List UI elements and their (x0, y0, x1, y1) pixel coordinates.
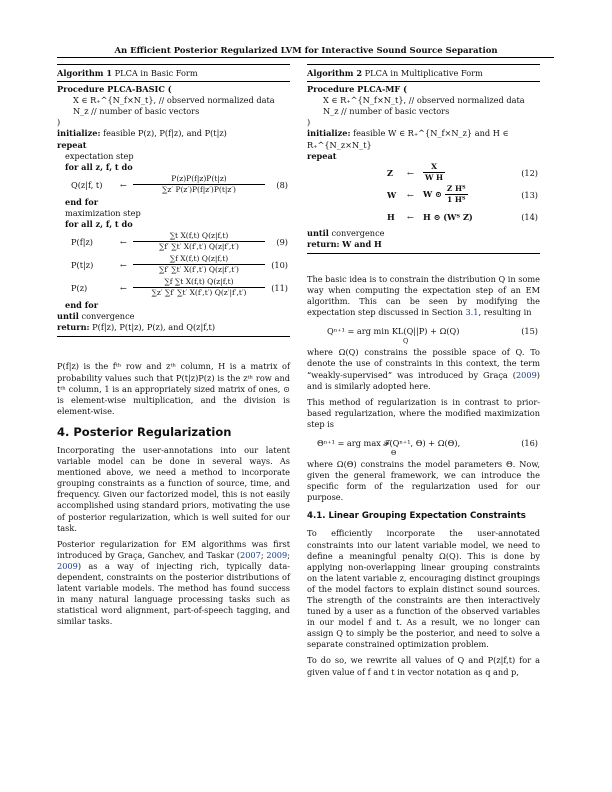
paragraph-incorporating: Incorporating the user-annotations into our latent variable model can be done in several ways. As mentioned above, we need a method to incorporate grouping constraints as a function of source, time, and frequency. Given our factorized model, this is not easily accomplished using standard priors, motivating the use of posterior regularization, which is well suited for our task. (57, 444, 290, 533)
algorithm-1-caption: Algorithm 1 PLCA in Basic Form (57, 67, 290, 82)
section-title: 4. Posterior Regularization (57, 424, 232, 439)
algorithm-1 (57, 64, 290, 337)
algo1-input-x: X ∈ R₊^{N_f×N_t}, // observed normalized data (73, 95, 275, 106)
algo1-endfor-2: end for (65, 300, 99, 311)
algo1-procedure: Procedure PLCA-BASIC ( (57, 84, 172, 95)
algo2-procedure: Procedure PLCA-MF ( (307, 84, 407, 95)
right-column (307, 64, 540, 683)
equation-15: Qⁿ⁺¹ = arg min KL(Q||P) + Ω(Q) Q (15) (327, 326, 538, 346)
subsection-title: 4.1. Linear Grouping Expectation Constraints (307, 511, 526, 522)
algo1-input-nz: N_z // number of basic vectors (73, 106, 200, 117)
algo1-mstep: maximization step (65, 207, 141, 218)
algo1-forall-2: for all z, f, t do (65, 219, 133, 230)
equation-16: Θⁿ⁺¹ = arg max 𝓕(Qⁿ⁺¹, Θ) + Ω(Θ), Θ (16) (317, 437, 538, 457)
paragraph-contrast: This method of regularization is in contrast to prior-based regularization, where the modified maximization step is (307, 396, 540, 429)
left-column (57, 64, 290, 632)
citation-link[interactable]: 2007 (240, 549, 261, 560)
paragraph-omega-theta: where Ω(Θ) constrains the model parameters Θ. Now, given the general framework, we can introduce the specific form of the regularization used for our purpose. (307, 458, 540, 503)
header-rule (57, 57, 554, 58)
algo1-return: return: P(f|z), P(t|z), P(z), and Q(z|f,t) (57, 322, 216, 333)
running-head: An Efficient Posterior Regularized LVM for Interactive Sound Source Separation (114, 46, 498, 56)
paragraph-rewrite: To do so, we rewrite all values of Q and P(z|f,t) for a given value of f and t in vector notation as q and p, (307, 655, 540, 677)
algo2-repeat: repeat (307, 150, 337, 161)
algo2-return: return: W and H (307, 238, 382, 249)
algo1-close: ) (57, 117, 61, 128)
algo1-estep: expectation step (65, 150, 134, 161)
algo2-init: initialize: feasible W ∈ R₊^{N_f×N_z} and H ∈ R₊^{N_z×N_t} (307, 128, 509, 150)
paragraph-efficiently: To efficiently incorporate the user-annotated constraints into our latent variable model, we need to define a meaningful penalty Ω(Q). This is done by applying non-overlapping linear grouping constraints on the latent variable z, encouraging distinct groupings of the model factors to explain distinct sound sources. The strength of the constraints are then interactively tuned by a user as a function of the observed variables in our model f and t. As a result, we no longer can assign Q to simply be the posterior, and need to solve a separate constrained optimization problem. (307, 528, 540, 650)
citation-link[interactable]: 2009 (57, 560, 78, 571)
paragraph-matrix-definition: P(f|z) is the fᵗʰ row and zᵗʰ column, H is a matrix of probability values such that P(t|z)P(z) is the zᵗʰ row and tᵗʰ column, 1 is an appropriately sized matrix of ones, ⊙ is element-wise multiplication, and the division is element-wise. (57, 361, 290, 416)
algo2-input-x: X ∈ R₊^{N_f×N_t}, // observed normalized data (323, 95, 525, 106)
algorithm-2-caption: Algorithm 2 PLCA in Multiplicative Form (307, 67, 540, 82)
algo1-endfor-1: end for (65, 196, 99, 207)
algo1-forall-1: for all z, f, t do (65, 161, 133, 172)
equation-11: P(z) ← ∑f ∑t X(f,t) Q(z|f,t) ∑z′ ∑f′ ∑t′ X(f′,t′) Q(z′|f′,t′) (11) (71, 277, 288, 298)
algo1-init: initialize: feasible P(z), P(f|z), and P(t|z) (57, 128, 227, 139)
section-ref-link[interactable]: 3.1 (465, 307, 479, 318)
paragraph-posterior-reg: Posterior regularization for EM algorithms was first introduced by Graça, Ganchev, and Taskar (2007; 2009; 2009) as a way of injecting rich, typically data-dependent, constraints on the posterior distributions of latent variable models. The method has found success in many natural language processing tasks such as statistical word alignment, part-of-speech tagging, and similar tasks. (57, 538, 290, 627)
equation-13: W ← W ⊙ Z Hᵀ 1 Hᵀ (13) (387, 183, 538, 204)
equation-8: Q(z|f, t) ← P(z)P(f|z)P(t|z) ∑z′ P(z′)P(f|z′)P(t|z′) (8) (71, 173, 288, 194)
algo2-input-nz: N_z // number of basic vectors (323, 106, 450, 117)
paragraph-omega-q: where Ω(Q) constrains the possible space of Q. To denote the use of constraints in this context, the term “weakly-supervised” was introduced by Graça (2009) and is similarly adopted here. (307, 347, 540, 391)
algo1-until: until convergence (57, 311, 135, 322)
algo2-until: until convergence (307, 227, 385, 238)
algorithm-2 (307, 64, 540, 254)
paragraph-basic-idea: The basic idea is to constrain the distribution Q in some way when computing the expectation step of an EM algorithm. This can be seen by modifying the expectation step discussed in Section 3.1, resulting in (307, 273, 540, 318)
citation-link[interactable]: 2009 (266, 549, 288, 560)
algo1-repeat: repeat (57, 139, 87, 150)
equation-9: P(f|z) ← ∑t X(f,t) Q(z|f,t) ∑f′ ∑t′ X(f′,t′) Q(z|f′,t′) (9) (71, 231, 288, 252)
algo2-close: ) (307, 117, 311, 128)
equation-14: H ← H ⊙ (Wᵀ Z) (14) (387, 211, 538, 222)
equation-12: Z ← X W H (12) (387, 161, 538, 182)
citation-link[interactable]: 2009 (515, 369, 537, 380)
equation-10: P(t|z) ← ∑f X(f,t) Q(z|f,t) ∑f′ ∑t′ X(f′,t′) Q(z|f′,t′) (10) (71, 254, 288, 275)
